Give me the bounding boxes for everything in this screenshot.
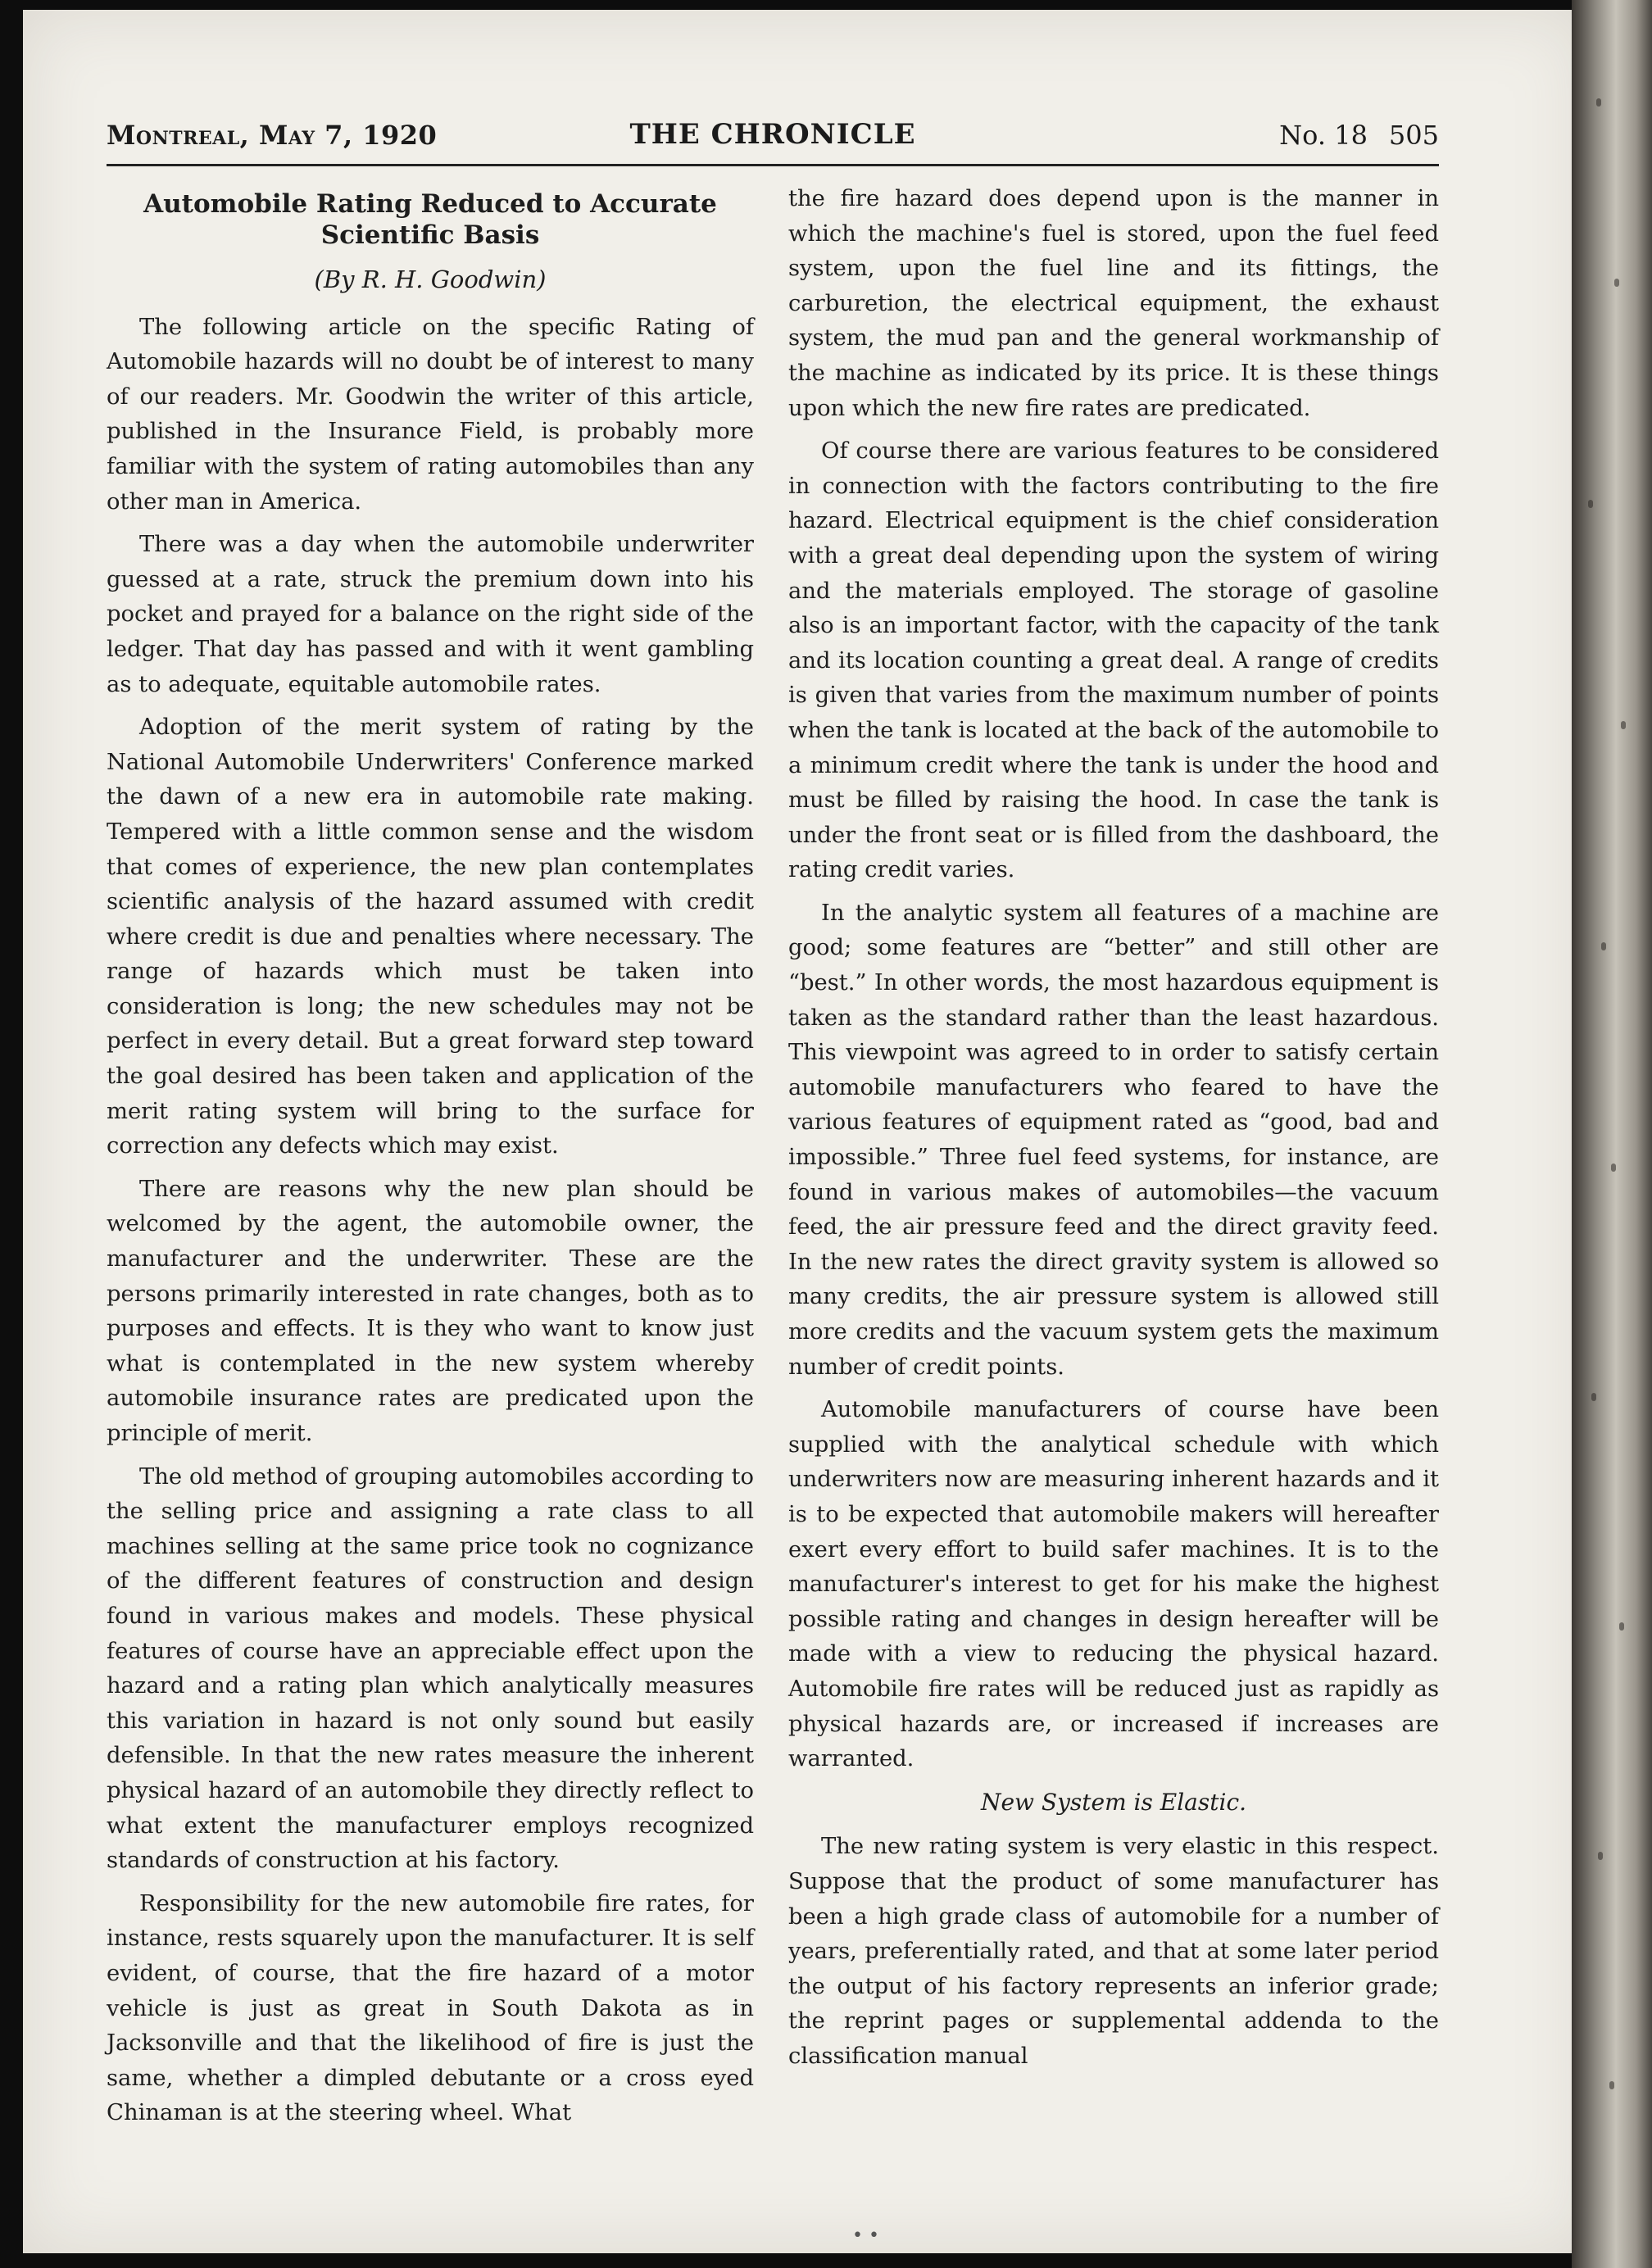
article-byline: (By R. H. Goodwin): [314, 265, 547, 293]
article-title: Automobile Rating Reduced to Accurate Scientific Basis: [143, 189, 717, 250]
left-column: [107, 182, 754, 2139]
header-page-number: 505: [1388, 120, 1439, 151]
paragraph: Responsibility for the new automobile fire rates, for instance, rests squarely upon the manufacturer. It is self evident, of course, that the fire hazard of a motor vehicle is just as great in South Dakota as in Jacksonville and that the likelihood of fire is just the same, whether a dimpled debutante or a cross eyed Chinaman is at the steering wheel. What: [107, 1890, 754, 2126]
paragraph: The following article on the specific Rating of Automobile hazards will no doubt be of interest to many of our readers. Mr. Goodwin the writer of this article, published in the Insurance Field, is probably more familiar with the system of rating automobiles than any other man in America.: [107, 314, 754, 515]
paragraph: The old method of grouping automobiles according to the selling price and assigning a rate class to all machines selling at the same price took no cognizance of the different features of construction and design found in various makes and models. These physical features of course have an appreciable effect upon the hazard and a rating plan which analytically measures this variation in hazard is not only sound but easily defensible. In that the new rates measure the inherent physical hazard of an automobile they directly reflect to what extent the manufacturer employs recognized standards of construction at his factory.: [107, 1463, 754, 1874]
paragraph: Adoption of the merit system of rating by the National Automobile Underwriters' Conference marked the dawn of a new era in automobile rate making. Tempered with a little common sense and the wisdom that comes of experience, the new plan contemplates scientific analysis of the hazard assumed with credit where credit is due and penalties where necessary. The range of hazards which must be taken into consideration is long; the new schedules may not be perfect in every detail. But a great forward step toward the goal desired has been taken and application of the merit rating system will bring to the surface for correction any defects which may exist.: [107, 714, 754, 1159]
running-header: [107, 115, 1439, 157]
paragraph: The new rating system is very elastic in this respect. Suppose that the product of some manufacturer has been a high grade class of automobile for a number of years, preferentially rated, and that at some later period the output of his factory represents an inferior grade; the reprint pages or supplemental addenda to the classification manual: [788, 1834, 1439, 2069]
right-column: [788, 182, 1439, 2082]
paragraph: There are reasons why the new plan should be welcomed by the agent, the automobile owner, the manufacturer and the underwriter. These are the persons primarily interested in rate changes, both as to purposes and effects. It is they who want to know just what is contemplated in the new system whereby automobile insurance rates are predicated upon the principle of merit.: [107, 1176, 754, 1446]
header-issue-number: No. 18: [1279, 120, 1368, 151]
header-publication-title: THE CHRONICLE: [629, 118, 916, 151]
paragraph: In the analytic system all features of a machine are good; some features are “better” and still other are “best.” In other words, the most hazardous equipment is taken as the standard rather than the least hazardous. This viewpoint was agreed to in order to satisfy certain automobile manufacturers who feared to have the various features of equipment rated as “good, bad and impossible.” Three fuel feed systems, for instance, are found in various makes of automobiles—the vacuum feed, the air pressure feed and the direct gravity feed. In the new rates the direct gravity system is allowed so many credits, the air pressure system is allowed still more credits and the vacuum system gets the maximum number of credit points.: [788, 900, 1439, 1380]
header-place-date: Montreal, May 7, 1920: [107, 120, 438, 151]
paragraph-continued: the fire hazard does depend upon is the manner in which the machine's fuel is stored, upon the fuel feed system, upon the fuel line and its fittings, the carburetion, the electrical equipment, the exhaust system, the mud pan and the general workmanship of the machine as indicated by its price. It is these things upon which the new fire rates are predicated.: [788, 186, 1439, 421]
paragraph: There was a day when the automobile underwriter guessed at a rate, struck the premium down into his pocket and prayed for a balance on the right side of the ledger. That day has passed and with it went gambling as to adequate, equitable automobile rates.: [107, 532, 754, 697]
page-binding-edge: [1572, 0, 1652, 2268]
paragraph: Of course there are various features to be considered in connection with the factors contributing to the fire hazard. Electrical equipment is the chief consideration with a great deal depending upon the system of wiring and the materials employed. The storage of gasoline also is an important factor, with the capacity of the tank and its location counting a great deal. A range of credits is given that varies from the maximum number of points when the tank is located at the back of the automobile to a minimum credit where the tank is under the hood and must be filled by raising the hood. In case the tank is under the front seat or is filled from the dashboard, the rating credit varies.: [788, 438, 1439, 883]
section-heading: New System is Elastic.: [980, 1788, 1247, 1816]
print-specks: • •: [852, 2225, 879, 2246]
header-issue-page: [1258, 120, 1439, 151]
header-rule: [107, 164, 1439, 166]
paragraph: Automobile manufacturers of course have been supplied with the analytical schedule with which underwriters now are measuring inherent hazards and it is to be expected that automobile makers will hereafter exert every effort to build safer machines. It is to the manufacturer's interest to get for his make the highest possible rating and changes in design hereafter will be made with a view to reducing the physical hazard. Automobile fire rates will be reduced just as rapidly as physical hazards are, or increased if increases are warranted.: [788, 1397, 1439, 1772]
